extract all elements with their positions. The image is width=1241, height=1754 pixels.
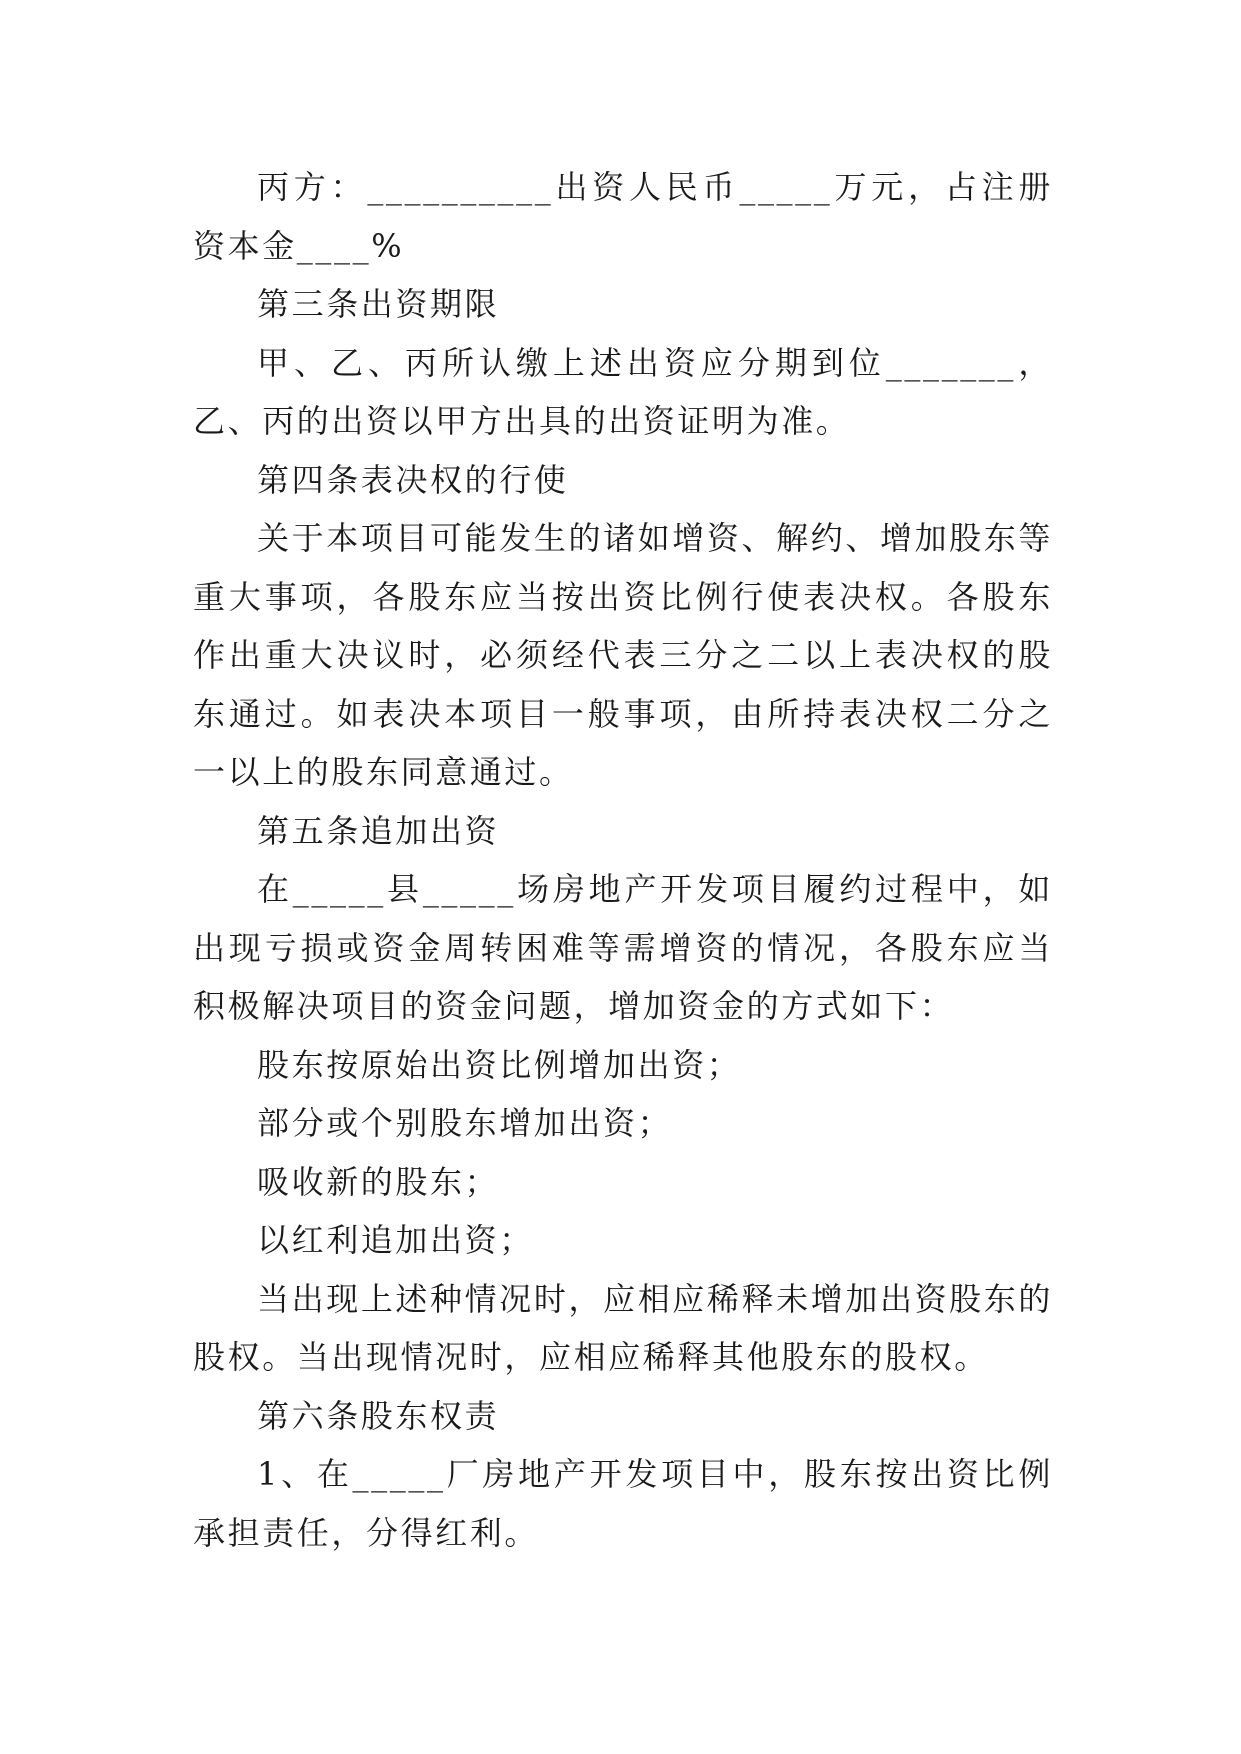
heading-article-4: 第四条表决权的行使 xyxy=(257,460,569,499)
paragraph-dilution: 当出现上述种情况时，应相应稀释未增加出资股东的股权。当出现情况时，应相应稀释其他股东的股权。 xyxy=(193,1279,1053,1376)
paragraph-party-c-capital: 丙方：__________出资人民币_____万元，占注册资本金____% xyxy=(193,168,1053,265)
list-item-capital-method-4: 以红利追加出资； xyxy=(257,1221,534,1259)
list-item-capital-method-3: 吸收新的股东； xyxy=(257,1162,500,1201)
list-item-capital-method-2: 部分或个别股东增加出资； xyxy=(257,1104,673,1142)
paragraph-article-3-body: 甲、乙、丙所认缴上述出资应分期到位_______，乙、丙的出资以甲方出具的出资证明为准。 xyxy=(193,343,1053,440)
paragraph-article-5-body: 在_____县_____场房地产开发项目履约过程中，如出现亏损或资金周转困难等需增资的情况，各股东应当积极解决项目的资金问题，增加资金的方式如下： xyxy=(193,870,1053,1025)
document-body xyxy=(193,158,1053,1562)
paragraph-article-4-body: 关于本项目可能发生的诸如增资、解约、增加股东等重大事项，各股东应当按出资比例行使表决权。各股东作出重大决议时，必须经代表三分之二以上表决权的股东通过。如表决本项目一般事项，由所持表决权二分之一以上的股东同意通过。 xyxy=(193,519,1053,791)
heading-article-3: 第三条出资期限 xyxy=(257,285,500,323)
heading-article-5: 第五条追加出资 xyxy=(257,811,500,850)
paragraph-article-6-item-1: 1、在_____厂房地产开发项目中，股东按出资比例承担责任，分得红利。 xyxy=(193,1455,1053,1552)
list-item-capital-method-1: 股东按原始出资比例增加出资； xyxy=(257,1045,742,1084)
heading-article-6: 第六条股东权责 xyxy=(257,1396,500,1435)
